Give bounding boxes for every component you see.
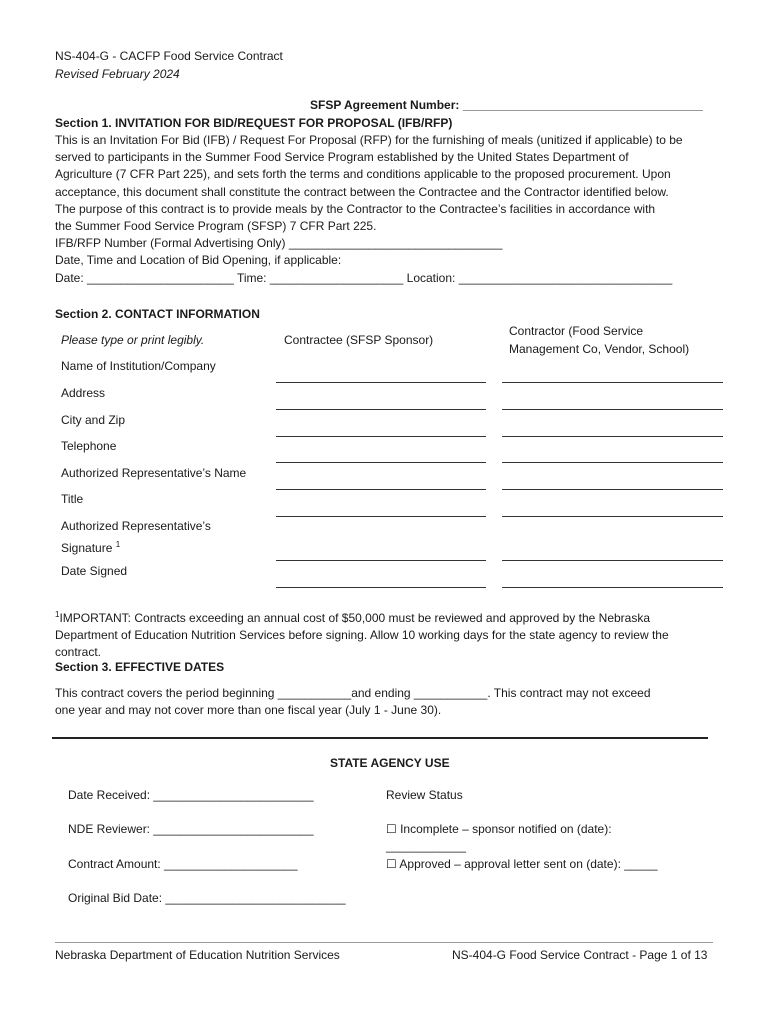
date-received-field: Date Received: ________________________ bbox=[68, 788, 314, 802]
section-divider bbox=[52, 737, 708, 739]
contractor-institution-line[interactable] bbox=[502, 382, 723, 383]
print-instruction: Please type or print legibly. bbox=[61, 333, 205, 347]
form-title: NS-404-G - CACFP Food Service Contract bbox=[55, 49, 283, 63]
section3-heading: Section 3. EFFECTIVE DATES bbox=[55, 660, 225, 674]
contractee-city-zip-line[interactable] bbox=[276, 436, 486, 437]
effective-dates-line: one year and may not cover more than one fiscal year (July 1 - June 30). bbox=[55, 703, 442, 718]
section1-line: the Summer Food Service Program (SFSP) 7 CFR Part 225. bbox=[55, 219, 377, 234]
contractee-institution-line[interactable] bbox=[276, 382, 486, 383]
field-label-address: Address bbox=[61, 386, 106, 400]
bid-opening-fields: Date: ______________________ Time: ____________________ Location: ________________________________ bbox=[55, 270, 673, 285]
contractor-signature-line[interactable] bbox=[502, 560, 723, 561]
footnote-text: IMPORTANT: Contracts exceeding an annual cost of $50,000 must be reviewed and approved by the Nebraska bbox=[59, 611, 651, 625]
section1-line: This is an Invitation For Bid (IFB) / Request For Proposal (RFP) for the furnishing of meals (unitized if applicable) to be bbox=[55, 133, 683, 147]
contractee-signature-line[interactable] bbox=[276, 560, 486, 561]
field-label-title: Title bbox=[61, 492, 84, 506]
contractor-rep-name-line[interactable] bbox=[502, 489, 723, 490]
contractee-telephone-line[interactable] bbox=[276, 462, 486, 463]
nde-reviewer-field: NDE Reviewer: ________________________ bbox=[68, 822, 314, 836]
approved-checkbox[interactable]: ☐ Approved – approval letter sent on (date): _____ bbox=[386, 857, 658, 871]
footer-rule bbox=[55, 942, 713, 943]
original-bid-date-field: Original Bid Date: ___________________________ bbox=[68, 891, 346, 905]
contractor-city-zip-line[interactable] bbox=[502, 436, 723, 437]
section1-line: acceptance, this document shall constitute the contract between the Contractee and the Contractor identified below. bbox=[55, 184, 669, 199]
footnote-marker: 1 bbox=[55, 610, 60, 619]
footnote-line: contract. bbox=[55, 645, 102, 660]
contractor-address-line[interactable] bbox=[502, 409, 723, 410]
contractee-date-signed-line[interactable] bbox=[276, 587, 486, 588]
section1-line: The purpose of this contract is to provide meals by the Contractor to the Contractee’s facilities in accordance with bbox=[55, 201, 656, 216]
contractor-date-signed-line[interactable] bbox=[502, 587, 723, 588]
review-status-label: Review Status bbox=[386, 788, 463, 802]
effective-dates-line: This contract covers the period beginning ___________and ending ___________. This contract may not exceed bbox=[55, 686, 651, 700]
footer-left: Nebraska Department of Education Nutrition Services bbox=[55, 948, 340, 962]
contractee-address-line[interactable] bbox=[276, 409, 486, 410]
field-label-telephone: Telephone bbox=[61, 439, 117, 453]
bid-opening-label: Date, Time and Location of Bid Opening, if applicable: bbox=[55, 253, 342, 268]
signature-footnote-ref: 1 bbox=[115, 540, 121, 549]
section1-line: Agriculture (7 CFR Part 225), and sets forth the terms and conditions applicable to the proposed procurement. Upon bbox=[55, 167, 671, 182]
contractor-header-line1: Contractor (Food Service bbox=[509, 324, 644, 338]
field-label-institution: Name of Institution/Company bbox=[61, 359, 216, 373]
footnote bbox=[55, 606, 720, 662]
footnote-line bbox=[55, 606, 720, 627]
ifb-rfp-number-field: IFB/RFP Number (Formal Advertising Only) ________________________________ bbox=[55, 236, 503, 251]
section2-heading: Section 2. CONTACT INFORMATION bbox=[55, 307, 260, 321]
contractee-header: Contractee (SFSP Sponsor) bbox=[284, 333, 434, 347]
field-label-date-signed: Date Signed bbox=[61, 564, 128, 578]
footer-page-number: NS-404-G Food Service Contract - Page 1 of 13 bbox=[452, 948, 708, 962]
field-label-signature-line2 bbox=[61, 536, 120, 557]
contractee-title-line[interactable] bbox=[276, 516, 486, 517]
section1-body bbox=[55, 132, 720, 287]
contract-amount-field: Contract Amount: ____________________ bbox=[68, 857, 298, 871]
signature-label-text: Signature bbox=[61, 541, 113, 555]
contractee-rep-name-line[interactable] bbox=[276, 489, 486, 490]
section1-heading: Section 1. INVITATION FOR BID/REQUEST FOR PROPOSAL (IFB/RFP) bbox=[55, 116, 453, 130]
field-label-signature-line1: Authorized Representative’s bbox=[61, 519, 211, 533]
contractor-telephone-line[interactable] bbox=[502, 462, 723, 463]
section1-line: served to participants in the Summer Food Service Program established by the United States Department of bbox=[55, 150, 629, 165]
section3-body bbox=[55, 685, 720, 719]
agreement-number-field: SFSP Agreement Number: ____________________________________ bbox=[310, 98, 703, 112]
contractor-title-line[interactable] bbox=[502, 516, 723, 517]
field-label-rep-name: Authorized Representative’s Name bbox=[61, 466, 247, 480]
footnote-line: Department of Education Nutrition Services before signing. Allow 10 working days for the state agency to review the bbox=[55, 628, 669, 643]
incomplete-checkbox[interactable]: ☐ Incomplete – sponsor notified on (date): bbox=[386, 822, 612, 836]
incomplete-date-blank: ____________ bbox=[386, 839, 467, 853]
revised-date: Revised February 2024 bbox=[55, 67, 180, 81]
contractor-header-line2: Management Co, Vendor, School) bbox=[509, 342, 690, 356]
field-label-city-zip: City and Zip bbox=[61, 413, 126, 427]
state-agency-heading: STATE AGENCY USE bbox=[330, 756, 450, 770]
